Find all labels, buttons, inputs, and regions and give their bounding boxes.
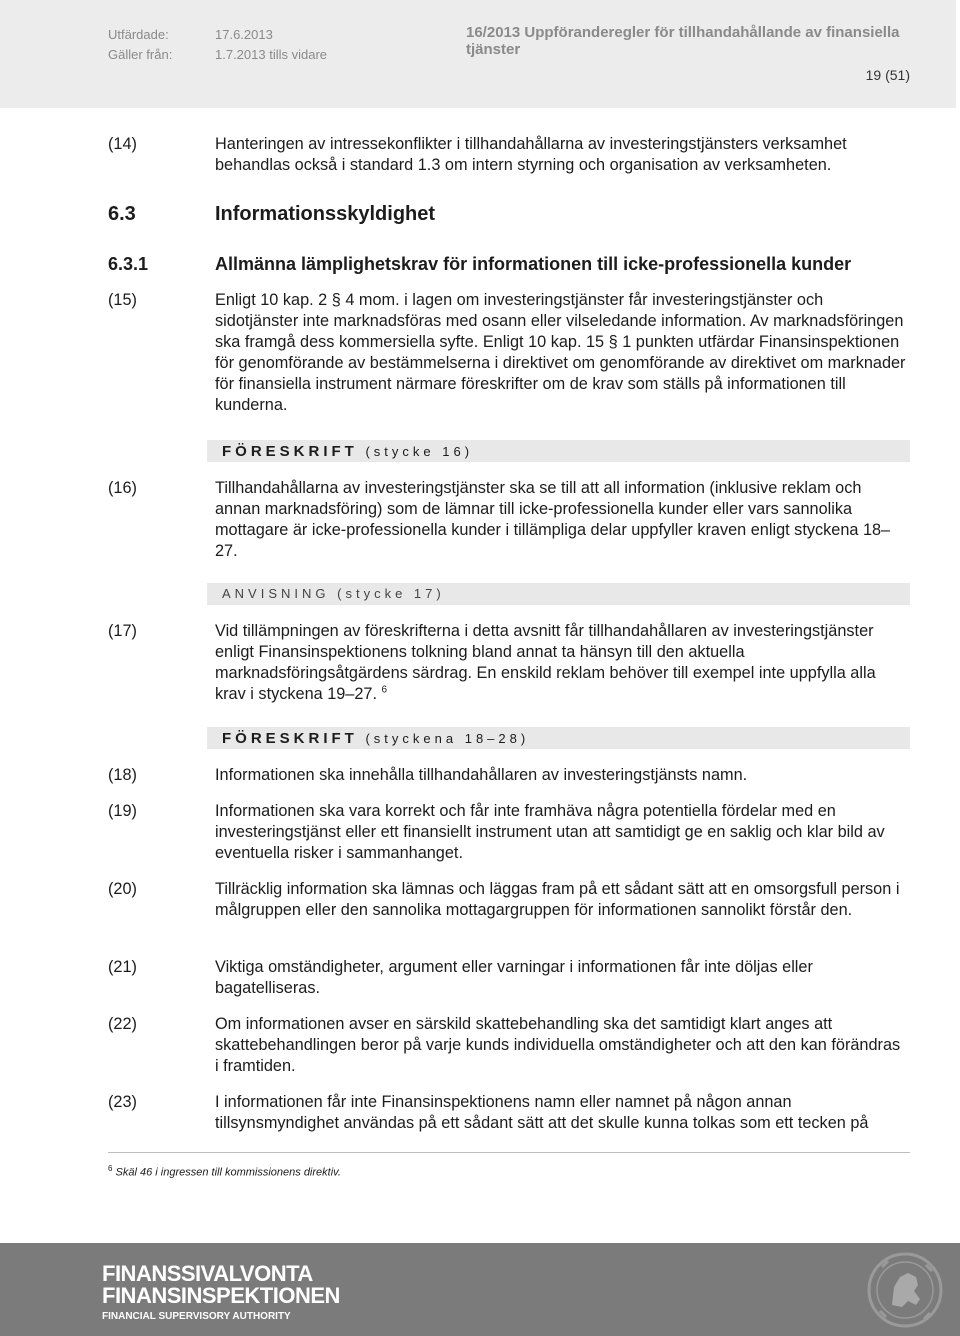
footnote-number: 6 [108,1164,113,1173]
heading-title: Informationsskyldighet [215,203,436,225]
paragraph-number: (23) [108,1093,137,1111]
paragraph-text: Tillräcklig information ska lämnas och läggas fram på ett sådant sätt att en omsorgsfull person i målgruppen eller den sannolika mottagargruppen för informationen sannolikt förstår den. [215,880,900,919]
paragraph-number: (22) [108,1015,137,1033]
paragraph-number: (17) [108,622,137,640]
regulation-band [207,727,910,749]
band-text: ANVISNING (stycke 17) [222,586,445,601]
paragraph-15 [108,290,908,416]
paragraph-number: (19) [108,802,137,820]
brand-name-english: FINANCIAL SUPERVISORY AUTHORITY [102,1311,291,1322]
paragraph-22 [108,1014,908,1077]
paragraph-text: Informationen ska innehålla tillhandahållaren av investeringstjänsts namn. [215,766,748,784]
paragraph-number: (14) [108,135,137,153]
paragraph-16 [108,478,908,562]
lion-crest-icon [862,1247,948,1333]
page-header [0,0,956,108]
footnote-ref[interactable]: 6 [381,684,388,696]
page-footer [0,1243,960,1336]
section-heading-6-3-1 [108,254,852,275]
footnote-divider [108,1152,910,1153]
heading-number: 6.3.1 [108,254,149,274]
paragraph-text: Vid tillämpningen av föreskrifterna i detta avsnitt får tillhandahållaren av investeringstjänster enligt Finansinspektionens tolkning bland annat ta hänsyn till den aktuella marknadsföringsåtgärdens särdrag. En enskild reklam behöver till exempel inte uppfylla alla krav i styckena 19–27. [215,622,876,703]
band-type: FÖRESKRIFT [222,730,358,747]
paragraph-text: Enligt 10 kap. 2 § 4 mom. i lagen om investeringstjänster får investeringstjänster och sidotjänster inte marknadsföras med osann eller vilseledande information. Av marknadsföringen ska framgå dess kommersiella syfte. Enligt 10 kap. 15 § 1 punkten utfärdar Finansinspektionen för genomförande av bestämmelserna i direktivet om genomförande av direktivet om marknader för finansiella instrument närmare föreskrifter om de krav som ställs på informationen till kunderna. [215,291,906,414]
paragraph-21 [108,957,908,999]
valid-label: Gäller från: [108,47,173,62]
paragraph-19 [108,801,908,864]
paragraph-text: Informationen ska vara korrekt och får inte framhäva några potentiella fördelar med en investeringstjänst eller ett finansiellt instrument utan att samtidigt ge en saklig och klar bild av eventuella risker i sammanhanget. [215,802,885,862]
issued-label: Utfärdade: [108,27,169,42]
brand-name-swedish: FINANSINSPEKTIONEN [102,1283,340,1308]
guidance-band [207,583,910,605]
band-scope: (styckena 18–28) [365,731,530,746]
paragraph-number: (15) [108,291,137,309]
paragraph-text: Hanteringen av intressekonflikter i tillhandahållarna av investeringstjänsters verksamhet behandlas också i standard 1.3 om intern styrning och organisation av verksamheten. [215,135,847,174]
band-type: FÖRESKRIFT [222,443,358,460]
paragraph-text: Om informationen avser en särskild skattebehandling ska det samtidigt klart anges att skattebehandlingen beror på varje kunds individuella omständigheter och att den kan förändras i framtiden. [215,1015,901,1075]
paragraph-text: Viktiga omständigheter, argument eller varningar i informationen får inte döljas eller bagatelliseras. [215,958,813,997]
issued-date: 17.6.2013 [215,27,273,42]
paragraph-number: (16) [108,479,137,497]
paragraph-14 [108,134,908,176]
paragraph-number: (20) [108,880,137,898]
paragraph-number: (21) [108,958,137,976]
paragraph-18 [108,765,908,786]
footnote-text: Skäl 46 i ingressen till kommissionens direktiv. [115,1166,341,1179]
brand-name-finnish: FINANSSIVALVONTA [102,1261,313,1286]
valid-date: 1.7.2013 tills vidare [215,47,328,62]
paragraph-text: Tillhandahållarna av investeringstjänster ska se till att all information (inklusive reklam och annan marknadsföring) som de lämnar till icke-professionella kunder eller vars sannolika mottagare är icke-professionella kunder i tillämpliga delar uppfyller kraven enligt styckena 18–27. [215,479,891,560]
page-number: 19 (51) [865,67,910,83]
section-heading-6-3 [108,203,436,226]
paragraph-17 [108,621,908,705]
heading-number: 6.3 [108,203,136,225]
document-title: 16/2013 Uppföranderegler för tillhandahållande av finansiella tjänster [466,24,900,58]
paragraph-number: (18) [108,766,137,784]
paragraph-20 [108,879,908,921]
band-scope: (stycke 16) [365,444,474,459]
regulation-band [207,440,910,462]
heading-title: Allmänna lämplighetskrav för informationen till icke-professionella kunder [215,254,852,274]
paragraph-text: I informationen får inte Finansinspektionens namn eller namnet på någon annan tillsynsmyndighet användas på ett sådant sätt att det skulle kunna tolkas som ett tecken på [215,1093,869,1132]
footnote [108,1164,341,1179]
paragraph-23 [108,1092,908,1134]
